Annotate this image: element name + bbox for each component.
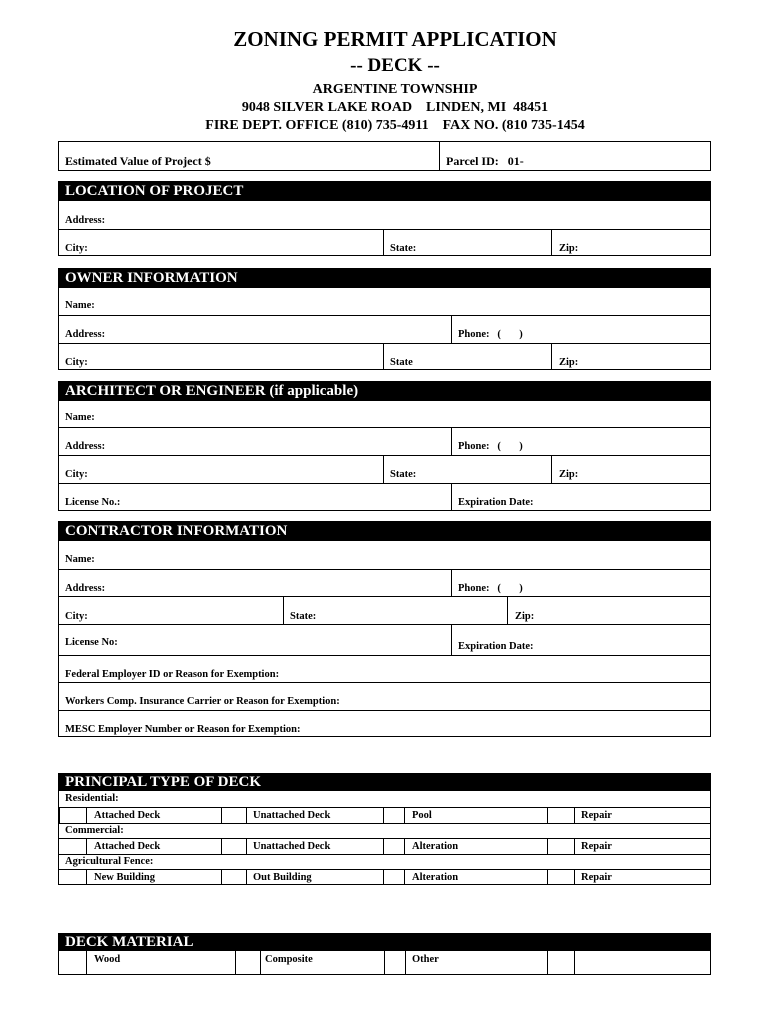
residential-pool-checkbox[interactable] xyxy=(547,808,575,823)
agricultural-out-building: Out Building xyxy=(253,872,312,883)
agricultural-alteration-checkbox[interactable] xyxy=(547,870,575,885)
deck-material-other: Other xyxy=(412,954,439,965)
owner-section xyxy=(58,288,711,370)
form-subtitle: -- DECK -- xyxy=(350,55,440,76)
location-city-field[interactable]: City: xyxy=(65,243,88,254)
architect-city-field[interactable]: City: xyxy=(65,469,88,480)
deck-material-composite-checkbox[interactable] xyxy=(235,951,261,974)
owner-city-field[interactable]: City: xyxy=(65,357,88,368)
architect-address-field[interactable]: Address: xyxy=(65,441,106,452)
commercial-repair: Repair xyxy=(581,841,612,852)
deck-material-composite: Composite xyxy=(265,954,313,965)
deck-material-other-checkbox[interactable] xyxy=(384,951,406,974)
commercial-label: Commercial: xyxy=(65,825,124,836)
residential-label: Residential: xyxy=(65,793,119,804)
contractor-license-field[interactable]: License No: xyxy=(65,637,118,648)
contractor-phone-field[interactable]: Phone: ( ) xyxy=(458,583,523,594)
contractor-state-field[interactable]: State: xyxy=(290,611,317,622)
residential-pool: Pool xyxy=(412,810,432,821)
commercial-alteration: Alteration xyxy=(412,841,459,852)
owner-name-field[interactable]: Name: xyxy=(65,300,95,311)
architect-name-field[interactable]: Name: xyxy=(65,412,95,423)
agricultural-label: Agricultural Fence: xyxy=(65,856,154,867)
commercial-unattached-deck: Unattached Deck xyxy=(253,841,331,852)
architect-section xyxy=(58,400,711,511)
residential-unattached-deck-checkbox[interactable] xyxy=(383,808,405,823)
agricultural-repair: Repair xyxy=(581,872,612,883)
contractor-section xyxy=(58,541,711,737)
township-name: ARGENTINE TOWNSHIP xyxy=(312,82,478,97)
commercial-attached-deck: Attached Deck xyxy=(94,841,161,852)
architect-expiration-field[interactable]: Expiration Date: xyxy=(458,497,534,508)
architect-zip-field[interactable]: Zip: xyxy=(559,469,579,480)
residential-repair: Repair xyxy=(581,810,612,821)
owner-phone-field[interactable]: Phone: ( ) xyxy=(458,329,523,340)
deck-material-section xyxy=(58,951,711,975)
architect-phone-field[interactable]: Phone: ( ) xyxy=(458,441,523,452)
deck-material-wood: Wood xyxy=(94,954,121,965)
residential-unattached-deck: Unattached Deck xyxy=(253,810,331,821)
deck-type-heading: PRINCIPAL TYPE OF DECK xyxy=(58,773,711,791)
agricultural-new-building: New Building xyxy=(94,872,155,883)
owner-zip-field[interactable]: Zip: xyxy=(559,357,579,368)
contractor-zip-field[interactable]: Zip: xyxy=(515,611,535,622)
residential-attached-deck: Attached Deck xyxy=(94,810,161,821)
mesc-employer-field[interactable]: MESC Employer Number or Reason for Exemption: xyxy=(65,724,301,735)
owner-address-field[interactable]: Address: xyxy=(65,329,106,340)
contractor-expiration-field[interactable]: Expiration Date: xyxy=(458,641,534,652)
location-section xyxy=(58,201,711,256)
project-value-box xyxy=(58,141,711,171)
contractor-name-field[interactable]: Name: xyxy=(65,554,95,565)
commercial-attached-deck-checkbox[interactable] xyxy=(221,839,247,854)
owner-state-field[interactable]: State xyxy=(390,357,413,368)
location-address-field[interactable]: Address: xyxy=(65,215,106,226)
township-contact: FIRE DEPT. OFFICE (810) 735-4911 FAX NO. (810 735-1454 xyxy=(205,118,585,133)
location-state-field[interactable]: State: xyxy=(390,243,417,254)
deck-material-wood-checkbox[interactable] xyxy=(59,951,87,974)
federal-employer-id-field[interactable]: Federal Employer ID or Reason for Exemption: xyxy=(65,669,280,680)
residential-attached-deck-checkbox[interactable] xyxy=(221,808,247,823)
parcel-id-field[interactable]: Parcel ID: 01- xyxy=(446,154,524,168)
estimated-value-field[interactable]: Estimated Value of Project $ xyxy=(65,154,211,168)
architect-heading: ARCHITECT OR ENGINEER (if applicable) xyxy=(58,381,711,401)
architect-state-field[interactable]: State: xyxy=(390,469,417,480)
workers-comp-field[interactable]: Workers Comp. Insurance Carrier or Reason for Exemption: xyxy=(65,696,340,707)
deck-type-section xyxy=(58,791,711,885)
commercial-alteration-checkbox[interactable] xyxy=(547,839,575,854)
location-zip-field[interactable]: Zip: xyxy=(559,243,579,254)
contractor-address-field[interactable]: Address: xyxy=(65,583,106,594)
contractor-heading: CONTRACTOR INFORMATION xyxy=(58,521,711,541)
township-address: 9048 SILVER LAKE ROAD LINDEN, MI 48451 xyxy=(241,100,549,115)
deck-material-heading: DECK MATERIAL xyxy=(58,933,711,951)
commercial-unattached-deck-checkbox[interactable] xyxy=(383,839,405,854)
agricultural-out-building-checkbox[interactable] xyxy=(383,870,405,885)
agricultural-alteration: Alteration xyxy=(412,872,459,883)
form-title: ZONING PERMIT APPLICATION xyxy=(233,27,557,51)
architect-license-field[interactable]: License No.: xyxy=(65,497,121,508)
agricultural-new-building-checkbox[interactable] xyxy=(221,870,247,885)
location-heading: LOCATION OF PROJECT xyxy=(58,181,711,201)
deck-material-extra-checkbox[interactable] xyxy=(547,951,575,974)
owner-heading: OWNER INFORMATION xyxy=(58,268,711,288)
contractor-city-field[interactable]: City: xyxy=(65,611,88,622)
